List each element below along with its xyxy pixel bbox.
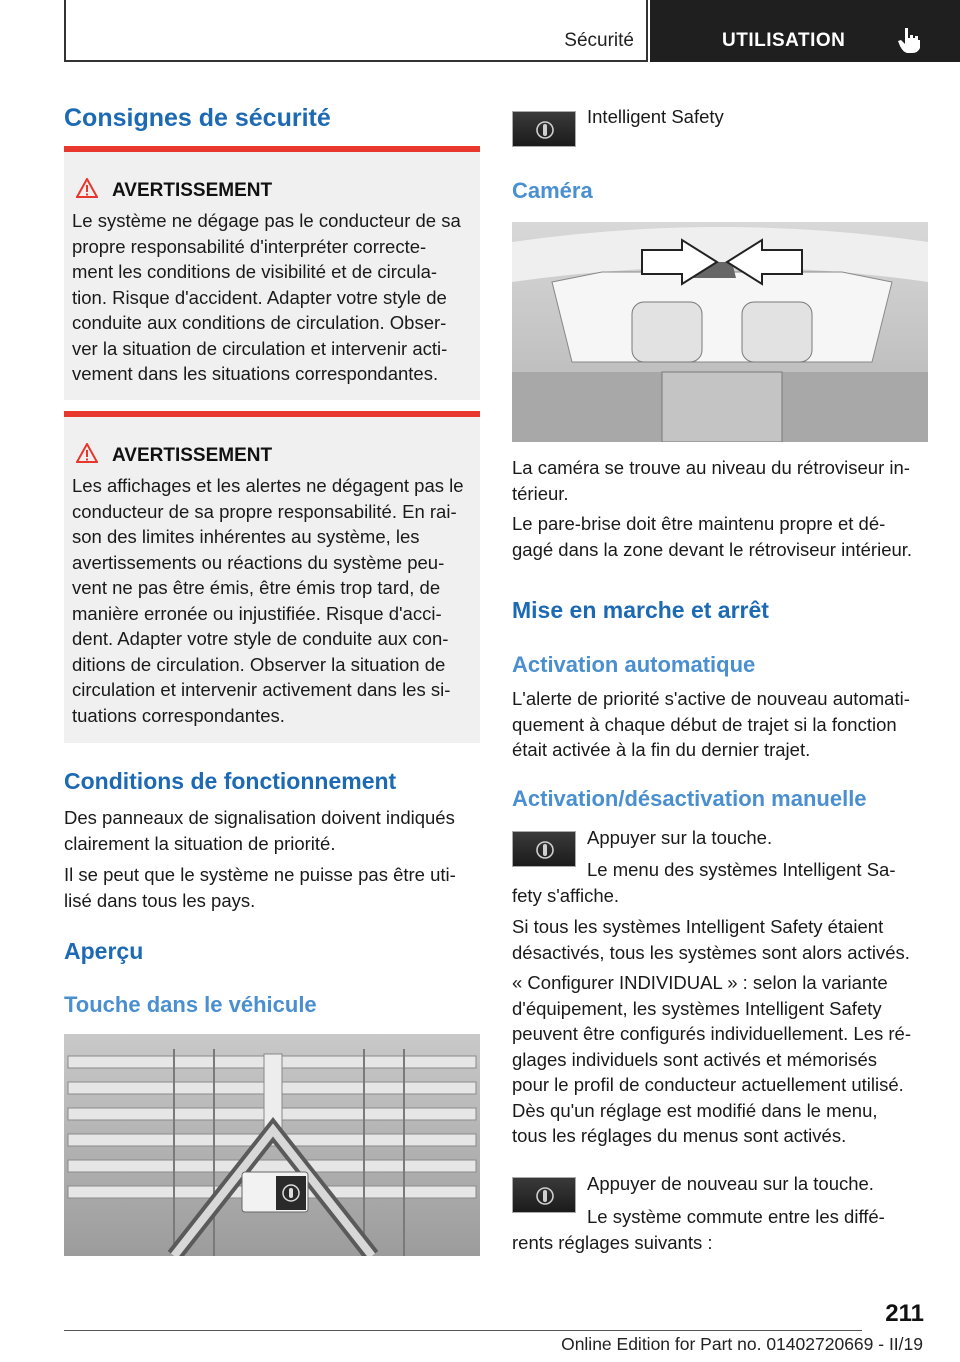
header-section-title: Sécurité — [564, 30, 634, 51]
camera-paragraph-1: La caméra se trouve au niveau du rétroviseur in‐ térieur. — [512, 457, 910, 504]
warning-label: AVERTISSEMENT — [112, 445, 273, 466]
camera-paragraph-2: Le pare-brise doit être maintenu propre et dé‐ gagé dans la zone devant le rétroviseur intérieur. — [512, 513, 913, 560]
conditions-paragraph-1: Des panneaux de signalisation doivent indiqués clairement la situation de priorité. — [64, 807, 455, 854]
button-in-vehicle-title: Touche dans le véhicule — [64, 992, 317, 1017]
page-number: 211 — [885, 1300, 924, 1327]
edition-footer: Online Edition for Part no. 01402720669 - II/19 — [561, 1334, 923, 1354]
overview-title: Aperçu — [64, 938, 144, 964]
on-off-title: Mise en marche et arrêt — [512, 597, 769, 623]
header-chapter-title: UTILISATION — [722, 30, 846, 51]
settings-cycle-text: Le système commute entre les diffé‐ rents réglages suivants : — [512, 1206, 885, 1253]
intelligent-safety-icon — [513, 112, 577, 148]
warning-triangle-icon — [76, 178, 98, 198]
conditions-paragraph-2: Il se peut que le système ne puisse pas être uti‐ lisé dans tous les pays. — [64, 864, 456, 911]
footer-divider — [64, 1330, 862, 1331]
vehicle-button-illustration — [64, 1034, 480, 1256]
intelligent-safety-label: Intelligent Safety — [587, 106, 724, 127]
press-again-text: Appuyer de nouveau sur la touche. — [587, 1173, 874, 1194]
warning-text-2: Les affichages et les alertes ne dégagent pas le conducteur de sa propre responsabilité. En rai‐ son des limites inhérentes au système, les avertissements ou réactions du système peu‐ vent ne pas être émis, être émis trop tard, de manière erronée ou injustifiée. Risque d'acci‐ dent. Adapter votre style de conduite aux con‐ ditions de circulation. Observer la situation de circulation et intervenir activement dans les si‐ tuations correspondantes. — [72, 475, 464, 726]
press-button-text: Appuyer sur la touche. — [587, 827, 773, 848]
header-frame — [64, 0, 648, 62]
warning-box-1 — [64, 146, 480, 400]
warning-box-2 — [64, 411, 480, 743]
auto-activation-paragraph: L'alerte de priorité s'active de nouveau automati‐ quement à chaque début de trajet si la fonction était activée à la fin du dernier trajet. — [512, 688, 910, 760]
menu-display-text: Le menu des systèmes Intelligent Sa‐ fety s'affiche. — [512, 859, 896, 906]
warning-triangle-icon — [76, 443, 98, 463]
conditions-title: Conditions de fonctionnement — [64, 768, 397, 794]
hand-pointer-icon — [896, 26, 922, 54]
safety-instructions-title: Consignes de sécurité — [64, 104, 331, 132]
auto-activation-title: Activation automatique — [512, 652, 756, 677]
warning-text-1: Le système ne dégage pas le conducteur de sa propre responsabilité d'interpréter correcte‐ ment les conditions de visibilité et de circula‐ tion. Risque d'accident. Adapter votre style de conduite aux conditions de circulation. Obser‐ ver la situation de circulation et intervenir acti‐ vement dans les situations correspondantes. — [72, 210, 461, 384]
manual-paragraph-3: « Configurer INDIVIDUAL » : selon la variante d'équipement, les systèmes Intelligent Safety peuvent être configurés individuellement. Les ré‐ glages individuels sont activés et mémorisés pour le profil de conducteur actuellement utilisé. Dès qu'un réglage est modifié dans le menu, tous les réglages du menus sont activés. — [512, 972, 912, 1146]
warning-label: AVERTISSEMENT — [112, 180, 273, 201]
manual-paragraph-2: Si tous les systèmes Intelligent Safety étaient désactivés, tous les systèmes sont alors activés. — [512, 916, 910, 963]
camera-title: Caméra — [512, 178, 593, 203]
intelligent-safety-button-image — [512, 111, 576, 147]
manual-activation-title: Activation/désactivation manuelle — [512, 786, 867, 811]
camera-interior-illustration — [512, 222, 928, 442]
